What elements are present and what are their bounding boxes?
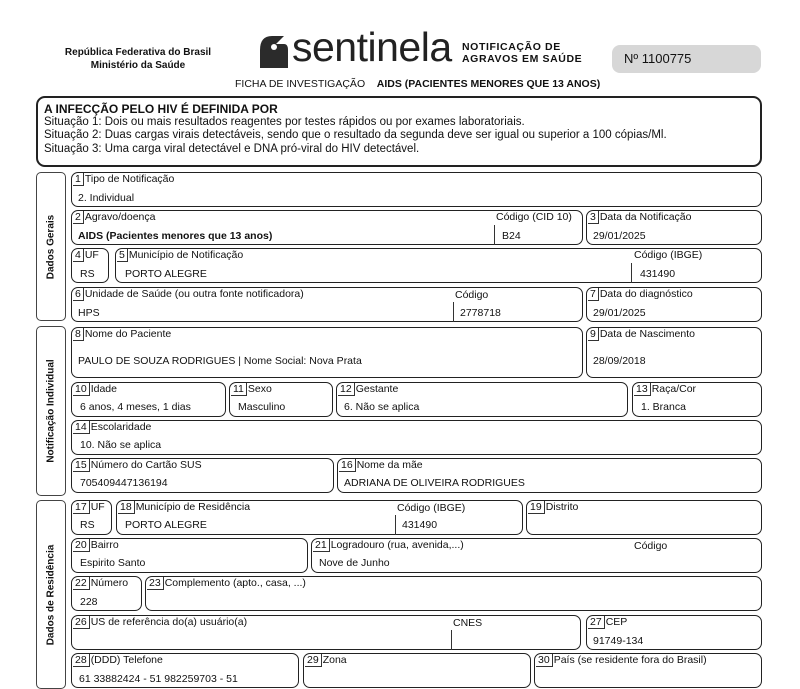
field-label: CEP [605, 616, 628, 628]
hiv-situation-2: Situação 2: Duas cargas virais detectáveis, sendo que o resultado da segunda deve ser igual ou superior a 100 cópias/Ml. [44, 129, 667, 142]
field-label: (DDD) Telefone [90, 654, 163, 666]
field-sexo[interactable] [229, 382, 333, 417]
code-label: Código (IBGE) [397, 502, 466, 514]
field-label: Raça/Cor [651, 383, 697, 395]
field-value: PORTO ALEGRE [125, 268, 207, 280]
field-number: 6 [73, 288, 84, 301]
field-number: 27 [588, 616, 605, 629]
section-dados-residencia [36, 500, 66, 689]
field-label: Data de Nascimento [599, 328, 695, 340]
field-value: 705409447136194 [80, 477, 168, 489]
field-nome-paciente[interactable] [71, 327, 583, 378]
section-dados-gerais-label: Dados Gerais [45, 214, 57, 279]
field-value: 2. Individual [78, 192, 135, 204]
field-numero[interactable] [71, 576, 142, 611]
hiv-definition-box [36, 96, 762, 167]
field-municipio-residencia[interactable] [116, 500, 523, 535]
field-gestante[interactable] [336, 382, 628, 417]
field-value: ADRIANA DE OLIVEIRA RODRIGUES [344, 477, 525, 489]
field-number: 11 [231, 383, 247, 396]
hiv-situation-3: Situação 3: Uma carga viral detectável e DNA pró-viral do HIV detectável. [44, 142, 420, 155]
field-tipo-notificacao[interactable] [71, 172, 762, 207]
code-value: 431490 [640, 268, 676, 280]
code-label: Código (CID 10) [496, 211, 572, 223]
field-value: 228 [80, 596, 98, 608]
field-label: Nome do Paciente [84, 328, 172, 340]
field-value: 6. Não se aplica [344, 401, 420, 413]
field-number: 13 [634, 383, 651, 396]
field-logradouro[interactable] [311, 538, 762, 573]
field-cartao-sus[interactable] [71, 458, 334, 493]
field-unidade-saude[interactable] [71, 287, 583, 322]
field-number: 12 [338, 383, 355, 396]
field-cep[interactable] [586, 615, 762, 650]
field-label: Distrito [545, 501, 579, 513]
field-idade[interactable] [71, 382, 226, 417]
gov-line-1: República Federativa do Brasil [64, 47, 212, 58]
hiv-situation-1: Situação 1: Dois ou mais resultados reagentes por testes rápidos ou por exames laboratoriais. [44, 116, 525, 128]
logo-tagline [462, 41, 582, 65]
field-number: 22 [73, 577, 90, 590]
code-label: CNES [453, 617, 483, 629]
section-dados-gerais [36, 172, 66, 321]
field-number: 5 [117, 249, 128, 262]
field-value: AIDS (Pacientes menores que 13 anos) [78, 230, 273, 242]
section-residencia-label: Dados de Residência [45, 544, 57, 645]
field-label: Sexo [247, 383, 272, 395]
field-label: Gestante [355, 383, 399, 395]
field-data-diagnostico[interactable] [586, 287, 762, 322]
field-label: Zona [322, 654, 347, 666]
sentinela-logo-icon [254, 30, 290, 70]
divider [453, 302, 454, 322]
field-label: Nome da mãe [356, 459, 423, 471]
field-value: PAULO DE SOUZA RODRIGUES | Nome Social: Nova Prata [78, 355, 362, 367]
field-number: 21 [313, 539, 330, 552]
field-telefone[interactable] [71, 653, 299, 688]
field-value: Espirito Santo [80, 557, 146, 569]
field-number: 3 [588, 211, 599, 224]
field-label: Município de Residência [135, 501, 251, 513]
field-value: 91749-134 [593, 635, 644, 647]
section-notificacao-individual [36, 326, 66, 496]
field-label: Município de Notificação [128, 249, 244, 261]
field-municipio-notificacao[interactable] [115, 248, 762, 283]
tagline-line-1: NOTIFICAÇÃO DE [462, 41, 561, 53]
field-number: 29 [305, 654, 322, 667]
field-number: 7 [588, 288, 599, 301]
field-value: 29/01/2025 [593, 230, 646, 242]
field-pais[interactable] [534, 653, 762, 688]
field-number: 10 [73, 383, 90, 396]
field-data-nascimento[interactable] [586, 327, 762, 378]
tagline-line-2: AGRAVOS EM SAÚDE [462, 53, 583, 65]
field-value: Nove de Junho [319, 557, 390, 569]
field-bairro[interactable] [71, 538, 308, 573]
field-value: 1. Branca [641, 401, 686, 413]
field-label: UF [90, 501, 105, 513]
field-complemento[interactable] [145, 576, 762, 611]
field-label: US de referência do(a) usuário(a) [90, 616, 248, 628]
code-value: 431490 [402, 519, 438, 531]
field-uf-notificacao[interactable] [71, 248, 109, 283]
field-number: 4 [73, 249, 84, 262]
field-label: Data do diagnóstico [599, 288, 693, 300]
field-label: Unidade de Saúde (ou outra fonte notificadora) [84, 288, 304, 300]
field-number: 8 [73, 328, 84, 341]
field-number: 19 [528, 501, 545, 514]
government-header [48, 46, 228, 72]
gov-line-2: Ministério da Saúde [90, 60, 186, 71]
section-notificacao-label: Notificação Individual [45, 359, 57, 463]
field-label: Agravo/doença [84, 211, 156, 223]
field-label: Tipo de Notificação [84, 173, 175, 185]
field-number: 9 [588, 328, 599, 341]
field-number: 15 [73, 459, 90, 472]
field-value: RS [80, 519, 95, 531]
field-value: RS [80, 268, 95, 280]
field-agravo-doenca[interactable] [71, 210, 583, 245]
field-number: 2 [73, 211, 84, 224]
code-value: B24 [502, 230, 521, 242]
divider [494, 225, 495, 245]
field-label: Número do Cartão SUS [90, 459, 202, 471]
field-number: 14 [73, 421, 90, 434]
form-number-badge: Nº 1100775 [612, 45, 761, 73]
field-raca-cor[interactable] [632, 382, 762, 417]
field-number: 16 [339, 459, 356, 472]
field-escolaridade[interactable] [71, 420, 762, 455]
field-value: 61 33882424 - 51 982259703 - 51 [79, 673, 238, 685]
field-zona[interactable] [303, 653, 531, 688]
hiv-title: A INFECÇÃO PELO HIV É DEFINIDA POR [44, 102, 278, 116]
field-number: 18 [118, 501, 135, 514]
field-label: Complemento (apto., casa, ...) [164, 577, 306, 589]
field-data-notificacao[interactable] [586, 210, 762, 245]
field-number: 26 [73, 616, 90, 629]
form-title [235, 78, 600, 90]
field-value: HPS [78, 307, 100, 319]
field-us-referencia[interactable] [71, 615, 581, 650]
code-value: 2778718 [460, 307, 501, 319]
field-uf-residencia[interactable] [71, 500, 112, 535]
divider [395, 515, 396, 535]
ficha-prefix: FICHA DE INVESTIGAÇÃO [235, 78, 366, 90]
ficha-title: AIDS (PACIENTES MENORES QUE 13 ANOS) [376, 78, 601, 90]
logo-wordmark: sentinela [292, 24, 452, 70]
field-label: Número [90, 577, 129, 589]
field-label: Logradouro (rua, avenida,...) [330, 539, 464, 551]
field-value: Masculino [238, 401, 286, 413]
code-label: Código [455, 289, 489, 301]
code-label: Código [634, 540, 668, 552]
field-value: PORTO ALEGRE [125, 519, 207, 531]
field-distrito[interactable] [526, 500, 762, 535]
divider [451, 630, 452, 650]
code-label: Código (IBGE) [634, 249, 703, 261]
field-label: Idade [90, 383, 117, 395]
field-number: 20 [73, 539, 90, 552]
field-number: 17 [73, 501, 90, 514]
field-value: 28/09/2018 [593, 355, 646, 367]
field-value: 6 anos, 4 meses, 1 dias [80, 401, 191, 413]
field-number: 30 [536, 654, 553, 667]
field-label: Escolaridade [90, 421, 152, 433]
field-label: Data da Notificação [599, 211, 692, 223]
field-number: 28 [73, 654, 90, 667]
field-number: 23 [147, 577, 164, 590]
field-value: 29/01/2025 [593, 307, 646, 319]
field-label: Bairro [90, 539, 119, 551]
field-value: 10. Não se aplica [80, 439, 162, 451]
field-nome-mae[interactable] [337, 458, 762, 493]
field-number: 1 [73, 173, 84, 186]
divider [631, 263, 632, 283]
field-label: País (se residente fora do Brasil) [553, 654, 707, 666]
field-label: UF [84, 249, 99, 261]
